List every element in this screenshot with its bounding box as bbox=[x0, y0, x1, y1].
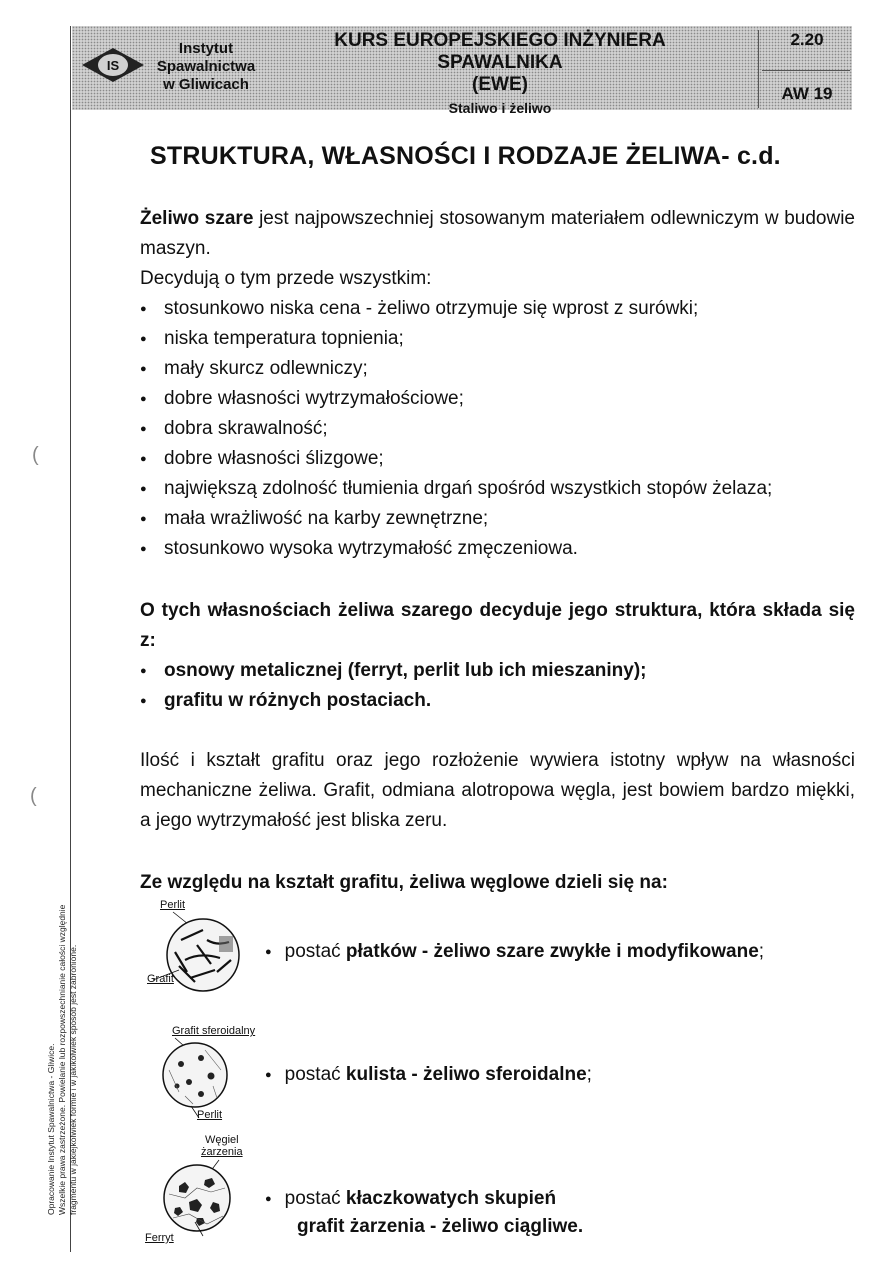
course-abbrev: (EWE) bbox=[472, 74, 528, 95]
label-wegiel-zarzenia bbox=[201, 1134, 243, 1158]
forms-heading: Ze względu na kształt grafitu, żeliwa węglowe dzieli się na: bbox=[140, 872, 668, 893]
list-item: ● stosunkowo niska cena - żeliwo otrzymuje się wprost z surówki; bbox=[140, 294, 855, 324]
list-item: ● dobre własności wytrzymałościowe; bbox=[140, 384, 855, 414]
copyright-side-note bbox=[46, 905, 79, 1215]
institute-name bbox=[150, 40, 262, 94]
label-ferryt: Ferryt bbox=[145, 1232, 174, 1244]
subject-title: Staliwo i żeliwo bbox=[448, 100, 552, 116]
structure-list bbox=[140, 656, 855, 716]
form-prefix: postać bbox=[284, 941, 346, 963]
side-note-line-3: fragmentu w jakiejkolwiek formie i w jakikolwiek sposób jest zabronione. bbox=[68, 944, 78, 1215]
side-note-line-1: Opracowanie Instytut Spawalnictwa - Gliwice. bbox=[46, 1043, 56, 1215]
list-item: ● największą zdolność tłumienia drgań spośród wszystkich stopów żelaza; bbox=[140, 474, 855, 504]
header-divider bbox=[758, 30, 759, 108]
graphite-paragraph: Ilość i kształt grafitu oraz jego rozłożenie wywiera istotny wpływ na własności mechaniczne żeliwa. Grafit, odmiana alotropowa węgla, jest bowiem bardzo miękki, a jego wytrzymałość jest bliska zeru. bbox=[140, 750, 855, 831]
label-wegiel: Węgiel bbox=[204, 1134, 239, 1146]
list-item: ● mały skurcz odlewniczy; bbox=[140, 354, 855, 384]
institute-line-3: w Gliwicach bbox=[163, 76, 249, 93]
bullet-icon: ● bbox=[265, 1193, 272, 1205]
list-item: ● dobra skrawalność; bbox=[140, 414, 855, 444]
institute-logo bbox=[80, 44, 146, 86]
intro-paragraph bbox=[140, 204, 855, 264]
label-perlit-2: Perlit bbox=[197, 1109, 223, 1121]
bullet-icon: ● bbox=[265, 946, 272, 958]
label-grafit-sferoidalny: Grafit sferoidalny bbox=[172, 1025, 256, 1037]
list-item: ● grafitu w różnych postaciach. bbox=[140, 686, 855, 716]
form-spheroidal-item bbox=[265, 1061, 592, 1089]
form-bold: kłaczkowatych skupień bbox=[345, 1188, 557, 1210]
label-zarzenia: żarzenia bbox=[201, 1146, 243, 1158]
list-item: ● mała wrażliwość na karby zewnętrzne; bbox=[140, 504, 855, 534]
form-flake-item bbox=[265, 938, 764, 966]
institute-line-1: Instytut bbox=[178, 40, 234, 57]
reasons-list bbox=[140, 294, 855, 564]
list-item: ● osnowy metalicznej (ferryt, perlit lub ich mieszaniny); bbox=[140, 656, 855, 686]
form-prefix: postać bbox=[284, 1188, 346, 1210]
label-grafit: Grafit bbox=[147, 973, 174, 985]
form-suffix: ; bbox=[586, 1064, 592, 1086]
course-title: KURS EUROPEJSKIEGO INŻYNIERA SPAWALNIKA bbox=[334, 30, 666, 73]
form-prefix: postać bbox=[284, 1064, 346, 1086]
logo-text: IS bbox=[106, 58, 120, 73]
side-note-line-2: Wszelkie prawa zastrzeżone. Powielanie lub rozpowszechnianie całości względnie bbox=[57, 904, 67, 1215]
document-code: AW 19 bbox=[781, 84, 833, 103]
header-right-divider bbox=[762, 70, 850, 71]
page-title: STRUKTURA, WŁASNOŚCI I RODZAJE ŻELIWA- c.d. bbox=[150, 142, 781, 170]
list-item: ● dobre własności ślizgowe; bbox=[140, 444, 855, 474]
binder-hole-mark: ( bbox=[32, 444, 39, 466]
label-perlit: Perlit bbox=[160, 899, 186, 911]
institute-line-2: Spawalnictwa bbox=[156, 58, 256, 75]
form-bold: kulista - żeliwo sferoidalne bbox=[345, 1064, 587, 1086]
structure-lead: O tych własnościach żeliwa szarego decyduje jego struktura, która składa się z: bbox=[140, 600, 855, 651]
form-temper-item bbox=[265, 1185, 583, 1241]
form-bold: płatków - żeliwo szare zwykłe i modyfikowane bbox=[345, 941, 759, 963]
form-bold-line2: grafit żarzenia - żeliwo ciągliwe. bbox=[297, 1216, 584, 1238]
binder-hole-mark: ( bbox=[30, 785, 37, 807]
bullet-icon: ● bbox=[265, 1069, 272, 1081]
list-item: ● niska temperatura topnienia; bbox=[140, 324, 855, 354]
page-number: 2.20 bbox=[790, 30, 824, 49]
form-suffix: ; bbox=[758, 941, 765, 963]
list-item: ● stosunkowo wysoka wytrzymałość zmęczeniowa. bbox=[140, 534, 855, 564]
reasons-lead: Decydują o tym przede wszystkim: bbox=[140, 268, 432, 289]
course-heading bbox=[270, 30, 730, 116]
intro-rest: jest najpowszechniej stosowanym materiałem odlewniczym w budowie maszyn. bbox=[140, 208, 855, 259]
intro-bold-term: Żeliwo szare bbox=[140, 208, 254, 229]
temper-graphite-micrograph bbox=[145, 1158, 255, 1243]
